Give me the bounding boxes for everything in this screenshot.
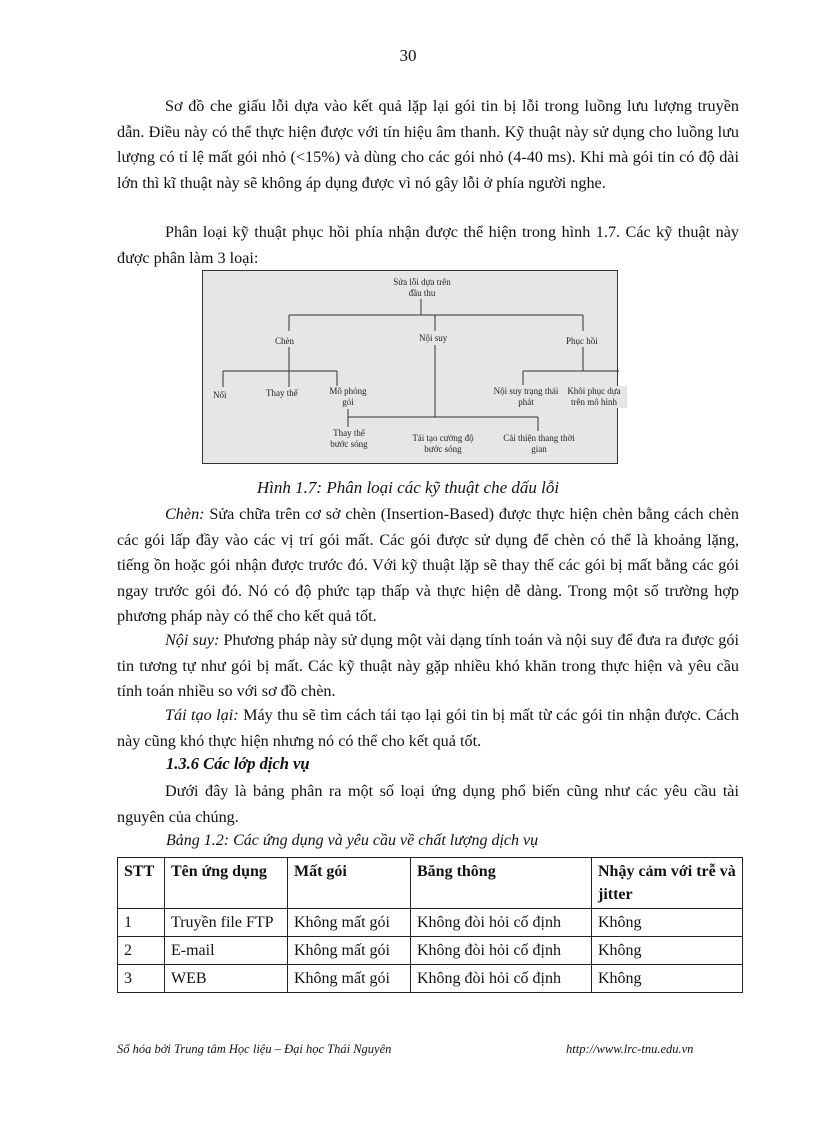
header-bandwidth: Băng thông — [411, 858, 592, 909]
cell-stt: 1 — [118, 909, 165, 937]
term-tai-tao: Tái tạo lại: — [165, 706, 239, 724]
term-noi-suy: Nội suy: — [165, 631, 220, 649]
paragraph-tai-tao-text: Máy thu sẽ tìm cách tái tạo lại gói tin bị mất từ các gói tin nhận được. Cách này cũng khó thực hiện nhưng nó có thể cho kết quả tốt. — [117, 706, 739, 750]
paragraph-noi-suy — [117, 628, 739, 705]
cell-app-name: WEB — [165, 965, 288, 993]
diagram-node-tai-tao-cuong-do: Tái tạo cường độ bước sóng — [401, 433, 485, 455]
header-packet-loss: Mất gói — [288, 858, 411, 909]
cell-delay-jitter: Không — [592, 965, 743, 993]
header-delay-jitter: Nhậy cảm với trễ và jitter — [592, 858, 743, 909]
paragraph-chen-text: Sửa chữa trên cơ sở chèn (Insertion-Based) được thực hiện chèn bằng cách chèn các gói lấp đầy vào các vị trí gói mất. Các gói được sử dụng để chèn có thể là khoảng lặng, tiếng ồn hoặc gói nhận được trước đó. Với kỹ thuật lặp sẽ thay thế các gói bị mất bằng các gói ngay trước gói đó. Nó có độ phức tạp thấp và thực hiện dễ dàng. Trong một số trường hợp phương pháp này có thể cho kết quả tốt. — [117, 505, 739, 625]
table-row — [118, 909, 743, 937]
diagram-node-cai-thien-thang-thoi-gian: Cải thiện thang thời gian — [501, 433, 577, 455]
section-heading: 1.3.6 Các lớp dịch vụ — [166, 754, 310, 773]
cell-delay-jitter: Không — [592, 909, 743, 937]
cell-packet-loss: Không mất gói — [288, 965, 411, 993]
paragraph-2: Phân loại kỹ thuật phục hồi phía nhận được thể hiện trong hình 1.7. Các kỹ thuật này được phân làm 3 loại: — [117, 223, 739, 267]
diagram-node-mo-phong-goi: Mô phỏng gói — [323, 386, 373, 408]
footer-url[interactable]: http://www.lrc-tnu.edu.vn — [566, 1042, 694, 1056]
cell-app-name: E-mail — [165, 937, 288, 965]
header-app-name: Tên ứng dụng — [165, 858, 288, 909]
diagram-node-thay-the: Thay thế — [266, 388, 298, 398]
cell-stt: 3 — [118, 965, 165, 993]
cell-app-name: Truyền file FTP — [165, 909, 288, 937]
figure-caption: Hình 1.7: Phân loại các kỹ thuật che dấu lỗi — [256, 478, 560, 497]
diagram-node-phuc-hoi: Phục hồi — [566, 336, 598, 346]
cell-bandwidth: Không đòi hỏi cố định — [411, 965, 592, 993]
paragraph-intro-table: Dưới đây là bảng phân ra một số loại ứng dụng phổ biến cũng như các yêu cầu tài nguyên của chúng. — [117, 782, 739, 826]
page-number: 30 — [399, 46, 417, 65]
paragraph-noi-suy-text: Phương pháp này sử dụng một vài dạng tính toán và nội suy để đưa ra được gói tin tương tự như gói bị mất. Các kỹ thuật này gặp nhiều khó khăn trong thực hiện và yêu cầu tính toán nhiều so với sơ đồ chèn. — [117, 631, 739, 700]
error-concealment-diagram — [202, 270, 621, 464]
diagram-node-thay-the-buoc-song: Thay thế bước sóng — [322, 428, 376, 450]
cell-bandwidth: Không đòi hỏi cố định — [411, 937, 592, 965]
qos-table — [117, 857, 743, 993]
footer-source: Số hóa bởi Trung tâm Học liệu – Đại học Thái Nguyên — [117, 1042, 392, 1056]
diagram-node-root: Sửa lỗi dựa trên đầu thu — [387, 277, 457, 299]
cell-packet-loss: Không mất gói — [288, 909, 411, 937]
paragraph-1: Sơ đồ che giấu lỗi dựa vào kết quả lặp lại gói tin bị lỗi trong luồng lưu lượng truyền dẫn. Điều này có thể thực hiện được với tín hiệu âm thanh. Kỹ thuật này sử dụng cho luồng lưu lượng có tỉ lệ mất gói nhỏ (<15%) và dùng cho các gói nhỏ (4-40 ms). Khi mà gói tin có độ dài lớn thì kĩ thuật này sẽ không áp dụng được vì nó gây lỗi ở phía người nghe. — [117, 97, 739, 192]
paragraph-tai-tao — [117, 703, 739, 754]
header-stt: STT — [118, 858, 165, 909]
cell-bandwidth: Không đòi hỏi cố định — [411, 909, 592, 937]
cell-stt: 2 — [118, 937, 165, 965]
table-row — [118, 937, 743, 965]
cell-delay-jitter: Không — [592, 937, 743, 965]
diagram-node-chen: Chèn — [275, 336, 294, 346]
cell-packet-loss: Không mất gói — [288, 937, 411, 965]
paragraph-chen — [117, 502, 739, 630]
diagram-node-noi-suy-trang-thai-phat: Nội suy trạng thái phát — [491, 386, 561, 408]
table-caption: Bảng 1.2: Các ứng dụng và yêu cầu về chất lượng dịch vụ — [166, 832, 539, 849]
term-chen: Chèn: — [165, 505, 205, 523]
table-row — [118, 965, 743, 993]
diagram-node-noi-suy: Nội suy — [419, 333, 448, 343]
diagram-node-noi: Nối — [213, 390, 227, 400]
table-header-row — [118, 858, 743, 909]
diagram-node-khoi-phuc-mo-hinh: Khôi phục dựa trên mô hình — [561, 386, 627, 408]
